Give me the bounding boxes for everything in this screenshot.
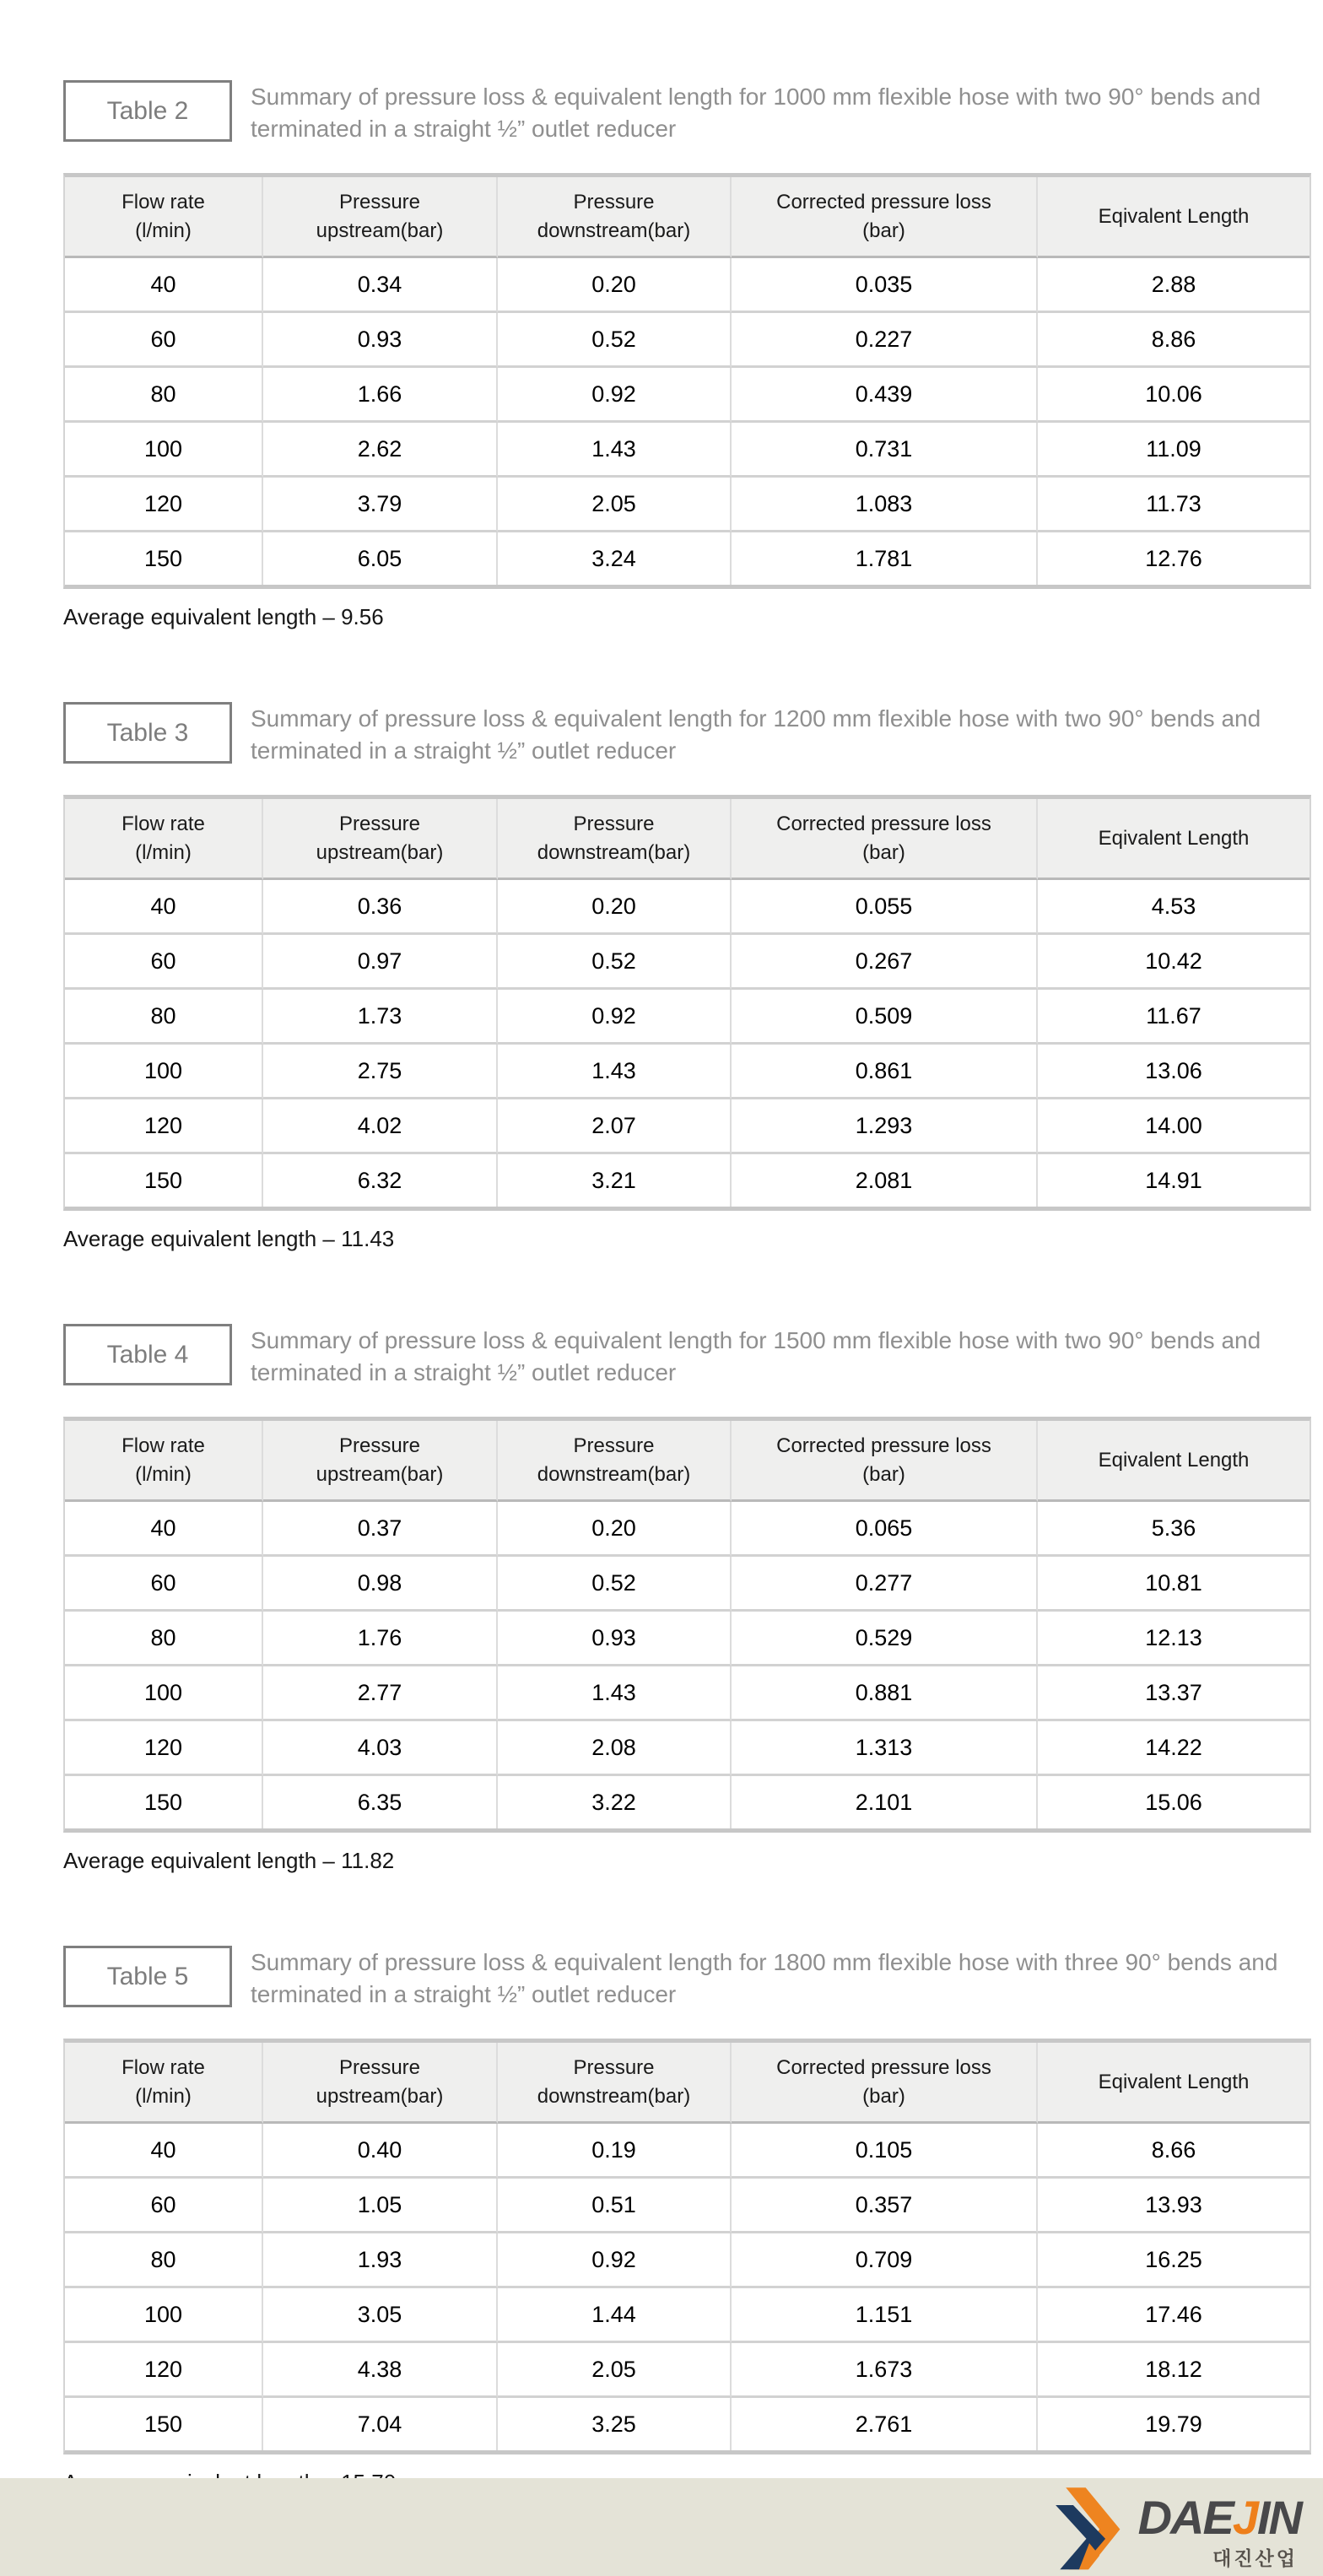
cell-pressure-downstream: 3.21 <box>498 1154 732 1207</box>
col-header-line1: Pressure <box>573 812 655 835</box>
footer-band <box>0 2478 1323 2576</box>
cell-corrected-pressure-loss: 0.861 <box>732 1045 1038 1099</box>
cell-corrected-pressure-loss: 1.293 <box>732 1099 1038 1154</box>
cell-equivalent-length: 11.67 <box>1038 990 1310 1045</box>
daejin-korean-subtext: 대진산업 <box>1212 2547 1298 2569</box>
table-row <box>65 423 1310 478</box>
table-caption: Summary of pressure loss & equivalent length for 1500 mm flexible hose with two 90° bends and terminated in a straight ½” outlet reducer <box>251 1327 1261 1385</box>
cell-pressure-downstream: 0.51 <box>498 2179 732 2233</box>
col-header-line1: Eqivalent Length <box>1098 826 1250 850</box>
cell-corrected-pressure-loss: 0.065 <box>732 1502 1038 1557</box>
table-row <box>65 1099 1310 1154</box>
cell-equivalent-length: 13.37 <box>1038 1666 1310 1721</box>
cell-pressure-upstream: 1.93 <box>263 2233 498 2288</box>
cell-flow-rate: 120 <box>65 478 263 532</box>
table-section <box>63 1946 1308 2568</box>
table-row <box>65 2343 1310 2398</box>
cell-corrected-pressure-loss: 0.439 <box>732 368 1038 423</box>
col-header-line1: Pressure <box>338 190 421 213</box>
cell-equivalent-length: 10.06 <box>1038 368 1310 423</box>
cell-pressure-downstream: 3.22 <box>498 1776 732 1828</box>
col-header-corrected-pressure-loss <box>732 177 1038 258</box>
cell-pressure-upstream: 4.02 <box>263 1099 498 1154</box>
cell-equivalent-length: 15.06 <box>1038 1776 1310 1828</box>
table-caption-row <box>63 80 1308 142</box>
col-header-line2: downstream(bar) <box>537 840 691 864</box>
daejin-wordmark <box>1137 2491 1301 2544</box>
cell-equivalent-length: 13.93 <box>1038 2179 1310 2233</box>
average-equivalent-length-note: Average equivalent length – 11.82 <box>63 1848 395 1873</box>
cell-equivalent-length: 16.25 <box>1038 2233 1310 2288</box>
cell-flow-rate: 120 <box>65 2343 263 2398</box>
col-header-line2: (l/min) <box>135 840 192 864</box>
cell-pressure-downstream: 2.05 <box>498 2343 732 2398</box>
cell-equivalent-length: 14.22 <box>1038 1721 1310 1776</box>
col-header-flow-rate <box>65 799 263 880</box>
col-header-line1: Pressure <box>573 190 655 213</box>
col-header-line2: (l/min) <box>135 219 192 242</box>
daejin-word-start: DAE <box>1137 2491 1233 2544</box>
table-row <box>65 532 1310 585</box>
cell-corrected-pressure-loss: 2.081 <box>732 1154 1038 1207</box>
cell-pressure-downstream: 2.05 <box>498 478 732 532</box>
table-label-box <box>63 702 232 764</box>
cell-flow-rate: 80 <box>65 2233 263 2288</box>
col-header-line1: Eqivalent Length <box>1098 2070 1250 2093</box>
col-header-line1: Pressure <box>573 2055 655 2079</box>
cell-corrected-pressure-loss: 0.709 <box>732 2233 1038 2288</box>
cell-equivalent-length: 8.86 <box>1038 313 1310 368</box>
table-row <box>65 2124 1310 2179</box>
table-header-row <box>65 2043 1310 2124</box>
col-header-equivalent-length <box>1038 2043 1310 2124</box>
cell-corrected-pressure-loss: 0.277 <box>732 1557 1038 1612</box>
table-header-row <box>65 1421 1310 1502</box>
col-header-line2: upstream(bar) <box>316 1462 444 1486</box>
cell-flow-rate: 60 <box>65 1557 263 1612</box>
col-header-corrected-pressure-loss <box>732 2043 1038 2124</box>
cell-equivalent-length: 14.91 <box>1038 1154 1310 1207</box>
col-header-line2: (bar) <box>862 2084 905 2108</box>
table-label-box <box>63 1946 232 2007</box>
cell-flow-rate: 60 <box>65 935 263 990</box>
cell-pressure-downstream: 2.08 <box>498 1721 732 1776</box>
daejin-word-end: IN <box>1257 2491 1301 2544</box>
cell-pressure-downstream: 2.07 <box>498 1099 732 1154</box>
col-header-line1: Flow rate <box>122 2055 205 2079</box>
cell-pressure-downstream: 0.92 <box>498 2233 732 2288</box>
cell-pressure-downstream: 0.19 <box>498 2124 732 2179</box>
table-caption-row <box>63 702 1308 764</box>
cell-equivalent-length: 11.09 <box>1038 423 1310 478</box>
cell-corrected-pressure-loss: 1.673 <box>732 2343 1038 2398</box>
daejin-logo-text <box>1137 2491 1301 2571</box>
cell-equivalent-length: 11.73 <box>1038 478 1310 532</box>
cell-pressure-downstream: 1.43 <box>498 1045 732 1099</box>
cell-pressure-upstream: 6.35 <box>263 1776 498 1828</box>
cell-corrected-pressure-loss: 1.151 <box>732 2288 1038 2343</box>
cell-flow-rate: 60 <box>65 2179 263 2233</box>
cell-flow-rate: 100 <box>65 1045 263 1099</box>
pressure-loss-table <box>63 795 1311 1211</box>
col-header-line2: downstream(bar) <box>537 1462 691 1486</box>
cell-pressure-upstream: 3.79 <box>263 478 498 532</box>
cell-corrected-pressure-loss: 0.731 <box>732 423 1038 478</box>
col-header-line1: Corrected pressure loss <box>776 190 991 213</box>
cell-pressure-upstream: 4.38 <box>263 2343 498 2398</box>
cell-flow-rate: 100 <box>65 1666 263 1721</box>
cell-pressure-downstream: 0.20 <box>498 1502 732 1557</box>
cell-pressure-upstream: 0.40 <box>263 2124 498 2179</box>
cell-flow-rate: 40 <box>65 258 263 313</box>
cell-corrected-pressure-loss: 0.881 <box>732 1666 1038 1721</box>
cell-equivalent-length: 10.42 <box>1038 935 1310 990</box>
average-equivalent-length-note: Average equivalent length – 11.43 <box>63 1226 395 1251</box>
cell-equivalent-length: 12.13 <box>1038 1612 1310 1666</box>
table-section <box>63 80 1308 702</box>
table-row <box>65 313 1310 368</box>
col-header-line1: Corrected pressure loss <box>776 812 991 835</box>
cell-corrected-pressure-loss: 0.055 <box>732 880 1038 935</box>
cell-equivalent-length: 13.06 <box>1038 1045 1310 1099</box>
cell-equivalent-length: 5.36 <box>1038 1502 1310 1557</box>
col-header-equivalent-length <box>1038 177 1310 258</box>
col-header-pressure-downstream <box>498 1421 732 1502</box>
table-row <box>65 2288 1310 2343</box>
cell-pressure-downstream: 0.52 <box>498 935 732 990</box>
col-header-line1: Pressure <box>338 1434 421 1457</box>
pressure-loss-table <box>63 2039 1311 2454</box>
cell-pressure-downstream: 1.44 <box>498 2288 732 2343</box>
col-header-line2: upstream(bar) <box>316 219 444 242</box>
cell-pressure-upstream: 0.98 <box>263 1557 498 1612</box>
cell-pressure-downstream: 3.25 <box>498 2398 732 2450</box>
cell-corrected-pressure-loss: 1.313 <box>732 1721 1038 1776</box>
table-label: Table 3 <box>106 718 189 747</box>
cell-corrected-pressure-loss: 0.509 <box>732 990 1038 1045</box>
cell-flow-rate: 120 <box>65 1099 263 1154</box>
table-label: Table 4 <box>106 1340 189 1369</box>
table-row <box>65 990 1310 1045</box>
cell-corrected-pressure-loss: 0.267 <box>732 935 1038 990</box>
col-header-pressure-upstream <box>263 799 498 880</box>
cell-corrected-pressure-loss: 0.227 <box>732 313 1038 368</box>
cell-pressure-downstream: 0.52 <box>498 1557 732 1612</box>
cell-corrected-pressure-loss: 0.035 <box>732 258 1038 313</box>
cell-pressure-downstream: 0.92 <box>498 990 732 1045</box>
table-caption: Summary of pressure loss & equivalent length for 1200 mm flexible hose with two 90° bends and terminated in a straight ½” outlet reducer <box>251 705 1261 764</box>
cell-equivalent-length: 12.76 <box>1038 532 1310 585</box>
cell-pressure-upstream: 1.05 <box>263 2179 498 2233</box>
cell-equivalent-length: 10.81 <box>1038 1557 1310 1612</box>
col-header-line1: Corrected pressure loss <box>776 1434 991 1457</box>
pressure-loss-table <box>63 173 1311 589</box>
table-row <box>65 1045 1310 1099</box>
cell-corrected-pressure-loss: 2.761 <box>732 2398 1038 2450</box>
table-row <box>65 2233 1310 2288</box>
cell-pressure-downstream: 3.24 <box>498 532 732 585</box>
col-header-flow-rate <box>65 177 263 258</box>
table-label: Table 2 <box>106 96 189 125</box>
col-header-line2: (bar) <box>862 219 905 242</box>
col-header-line1: Pressure <box>338 812 421 835</box>
cell-pressure-upstream: 0.97 <box>263 935 498 990</box>
cell-pressure-downstream: 0.52 <box>498 313 732 368</box>
table-row <box>65 1612 1310 1666</box>
table-caption: Summary of pressure loss & equivalent length for 1800 mm flexible hose with three 90° bends and terminated in a straight ½” outlet reducer <box>251 1949 1278 2007</box>
col-header-pressure-downstream <box>498 799 732 880</box>
cell-pressure-upstream: 0.34 <box>263 258 498 313</box>
cell-pressure-downstream: 0.20 <box>498 880 732 935</box>
cell-corrected-pressure-loss: 0.105 <box>732 2124 1038 2179</box>
cell-flow-rate: 60 <box>65 313 263 368</box>
cell-flow-rate: 100 <box>65 423 263 478</box>
col-header-pressure-upstream <box>263 2043 498 2124</box>
table-header-row <box>65 799 1310 880</box>
table-header-row <box>65 177 1310 258</box>
cell-flow-rate: 80 <box>65 1612 263 1666</box>
cell-flow-rate: 80 <box>65 368 263 423</box>
cell-corrected-pressure-loss: 1.083 <box>732 478 1038 532</box>
col-header-line1: Eqivalent Length <box>1098 1448 1250 1472</box>
cell-flow-rate: 150 <box>65 1776 263 1828</box>
cell-flow-rate: 40 <box>65 1502 263 1557</box>
cell-flow-rate: 40 <box>65 880 263 935</box>
cell-flow-rate: 120 <box>65 1721 263 1776</box>
col-header-line1: Pressure <box>338 2055 421 2079</box>
cell-equivalent-length: 17.46 <box>1038 2288 1310 2343</box>
table-section <box>63 702 1308 1324</box>
table-row <box>65 1776 1310 1828</box>
col-header-equivalent-length <box>1038 799 1310 880</box>
col-header-line2: (l/min) <box>135 2084 192 2108</box>
cell-flow-rate: 150 <box>65 1154 263 1207</box>
cell-pressure-upstream: 1.66 <box>263 368 498 423</box>
table-caption-row <box>63 1324 1308 1385</box>
col-header-flow-rate <box>65 1421 263 1502</box>
average-equivalent-length-note: Average equivalent length – 9.56 <box>63 604 384 629</box>
cell-flow-rate: 150 <box>65 2398 263 2450</box>
col-header-line2: (bar) <box>862 1462 905 1486</box>
table-row <box>65 935 1310 990</box>
table-label-box <box>63 80 232 142</box>
col-header-line2: downstream(bar) <box>537 2084 691 2108</box>
col-header-line2: (bar) <box>862 840 905 864</box>
cell-equivalent-length: 4.53 <box>1038 880 1310 935</box>
cell-pressure-upstream: 3.05 <box>263 2288 498 2343</box>
cell-pressure-upstream: 1.73 <box>263 990 498 1045</box>
cell-flow-rate: 100 <box>65 2288 263 2343</box>
cell-pressure-upstream: 6.32 <box>263 1154 498 1207</box>
col-header-flow-rate <box>65 2043 263 2124</box>
table-row <box>65 258 1310 313</box>
col-header-pressure-downstream <box>498 2043 732 2124</box>
cell-pressure-upstream: 1.76 <box>263 1612 498 1666</box>
table-label: Table 5 <box>106 1962 189 1990</box>
daejin-logo <box>1047 2483 1301 2571</box>
col-header-line1: Corrected pressure loss <box>776 2055 991 2079</box>
cell-corrected-pressure-loss: 0.529 <box>732 1612 1038 1666</box>
cell-pressure-downstream: 1.43 <box>498 1666 732 1721</box>
cell-pressure-upstream: 6.05 <box>263 532 498 585</box>
cell-flow-rate: 80 <box>65 990 263 1045</box>
cell-equivalent-length: 19.79 <box>1038 2398 1310 2450</box>
cell-pressure-upstream: 7.04 <box>263 2398 498 2450</box>
cell-pressure-upstream: 2.75 <box>263 1045 498 1099</box>
cell-pressure-downstream: 0.93 <box>498 1612 732 1666</box>
col-header-line1: Flow rate <box>122 812 205 835</box>
cell-flow-rate: 150 <box>65 532 263 585</box>
col-header-corrected-pressure-loss <box>732 1421 1038 1502</box>
table-row <box>65 880 1310 935</box>
cell-corrected-pressure-loss: 0.357 <box>732 2179 1038 2233</box>
table-row <box>65 2398 1310 2450</box>
cell-equivalent-length: 8.66 <box>1038 2124 1310 2179</box>
col-header-line1: Flow rate <box>122 1434 205 1457</box>
cell-pressure-upstream: 4.03 <box>263 1721 498 1776</box>
cell-pressure-upstream: 2.77 <box>263 1666 498 1721</box>
col-header-line1: Pressure <box>573 1434 655 1457</box>
cell-pressure-upstream: 0.37 <box>263 1502 498 1557</box>
table-row <box>65 2179 1310 2233</box>
col-header-line1: Flow rate <box>122 190 205 213</box>
table-row <box>65 1666 1310 1721</box>
cell-pressure-upstream: 0.93 <box>263 313 498 368</box>
table-row <box>65 478 1310 532</box>
col-header-pressure-upstream <box>263 1421 498 1502</box>
col-header-corrected-pressure-loss <box>732 799 1038 880</box>
col-header-pressure-upstream <box>263 177 498 258</box>
col-header-line2: upstream(bar) <box>316 2084 444 2108</box>
table-row <box>65 368 1310 423</box>
cell-pressure-downstream: 1.43 <box>498 423 732 478</box>
cell-flow-rate: 40 <box>65 2124 263 2179</box>
cell-pressure-downstream: 0.20 <box>498 258 732 313</box>
cell-pressure-upstream: 2.62 <box>263 423 498 478</box>
cell-equivalent-length: 14.00 <box>1038 1099 1310 1154</box>
cell-equivalent-length: 2.88 <box>1038 258 1310 313</box>
cell-equivalent-length: 18.12 <box>1038 2343 1310 2398</box>
table-section <box>63 1324 1308 1946</box>
col-header-line2: (l/min) <box>135 1462 192 1486</box>
table-row <box>65 1721 1310 1776</box>
table-row <box>65 1557 1310 1612</box>
table-row <box>65 1502 1310 1557</box>
col-header-line1: Eqivalent Length <box>1098 204 1250 228</box>
col-header-line2: upstream(bar) <box>316 840 444 864</box>
table-caption-row <box>63 1946 1308 2007</box>
col-header-line2: downstream(bar) <box>537 219 691 242</box>
pressure-loss-table <box>63 1417 1311 1833</box>
table-label-box <box>63 1324 232 1385</box>
cell-pressure-downstream: 0.92 <box>498 368 732 423</box>
cell-pressure-upstream: 0.36 <box>263 880 498 935</box>
col-header-pressure-downstream <box>498 177 732 258</box>
col-header-equivalent-length <box>1038 1421 1310 1502</box>
table-row <box>65 1154 1310 1207</box>
cell-corrected-pressure-loss: 1.781 <box>732 532 1038 585</box>
cell-corrected-pressure-loss: 2.101 <box>732 1776 1038 1828</box>
table-caption: Summary of pressure loss & equivalent length for 1000 mm flexible hose with two 90° bends and terminated in a straight ½” outlet reducer <box>251 84 1261 142</box>
daejin-word-accent: J <box>1232 2491 1257 2544</box>
daejin-chevron-icon <box>1047 2483 1131 2571</box>
